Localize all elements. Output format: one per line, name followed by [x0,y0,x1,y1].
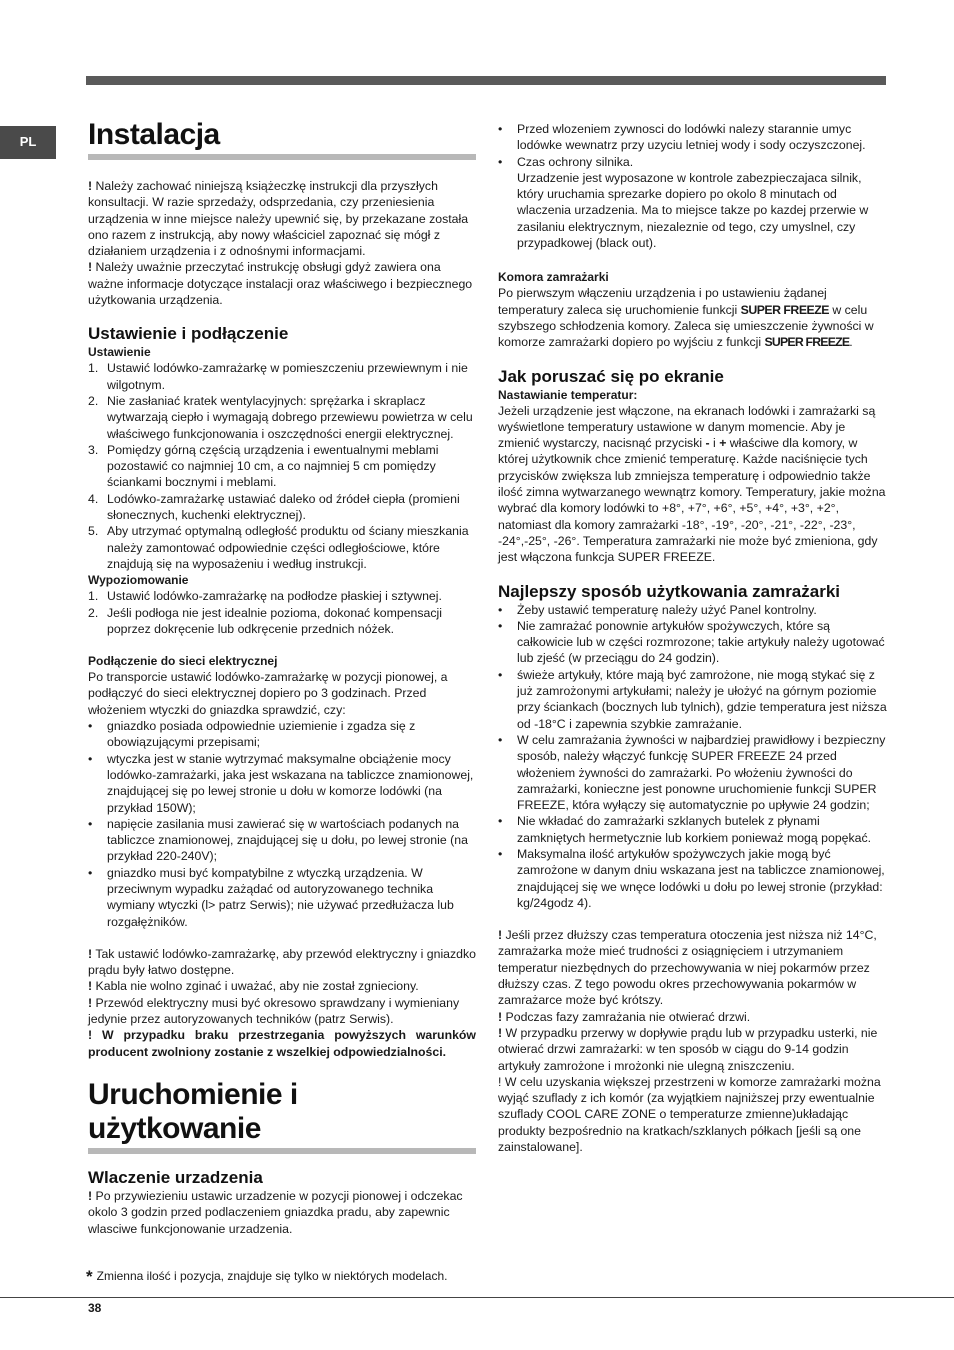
heading-setup: Ustawienie i podłączenie [88,324,289,344]
leveling-list [88,588,476,637]
list-text: gniazdko posiada odpowiednie uziemienie i zgadza się z obowiązującymi przepisami; [107,719,416,750]
warning-mark: ! [498,1009,503,1024]
warning-paragraph [88,995,476,1028]
list-text: Przed wlozeniem zywnosci do lodówki nalezy starannie umyc lodówke wewnatrz przy uzyciu letniej wody i sody oczyszczonej. [517,122,866,153]
page-number: 38 [88,1301,102,1315]
intro-paragraph-2 [88,259,476,308]
prep-list [498,121,888,170]
liability-warning: ! W przypadku braku przestrzegania powyższych warunków producent zwolniony zostanie z wszelkiej odpowiedzialności. [88,1028,476,1059]
screen-paragraph [498,403,888,566]
heading-screen-navigation: Jak poruszać się po ekranie [498,366,724,386]
note-text: Jeśli przez dłuższy czas temperatura otoczenia jest niższa niż 14°C, zamrażarka może mieć trudności z osiągnięciem i utrzymaniem temperatur niezbędnych do przechowywania w niej pokarmów przez dłuższy czas. Z tego powodu okres przechowywania pokarmów w zamrażarce może być krótszy. [498,928,877,1008]
minus-button-label: - [705,436,710,451]
list-item [88,442,476,491]
freezer-text: w celu szybszego schłodzenia komory. Zaleca się umieszczenie żywności w komorze zamrażarki dopiero po wyjściu z funkcji [498,302,874,350]
list-text: Żeby ustawić temperaturę należy użyć Panel kontrolny. [517,602,817,617]
warning-paragraph [88,978,476,994]
list-number: 1. [88,361,99,376]
bullet: • [498,602,503,617]
left-column [88,118,476,1237]
list-number: 2. [88,393,99,408]
heading-leveling: Wypoziomowanie [88,573,189,588]
warning-mark: ! [88,179,93,193]
bullet: • [498,667,503,682]
electric-intro: Po transporcie ustawić lodówko-zamrażarkę w pozycji pionowej, a podłączyć do sieci elektrycznej dopiero po 3 godzinach. Przed włożeniem wtyczki do gniazdka sprawdzić, czy: [88,670,448,717]
list-item [498,154,888,170]
list-text: Ustawić lodówko-zamrażarkę na podłodze płaskiej i sztywnej. [107,589,442,604]
list-number: 3. [88,442,99,457]
warning-mark: ! [88,260,93,275]
warning-text: Tak ustawić lodówko-zamrażarkę, aby przewód elektryczny i gniazdko prądu były łatwo dostępne. [88,946,476,978]
intro-text-1: Należy zachować niniejszą książeczkę instrukcji dla przyszłych konsultacji. W razie sprzedaży, odsprzedania, czy przeniesienia urządzenia w inne miejsce należy upewnić się, by przekazane została ono razem z instrukcją, aby nowy właściciel zapoznać się mógł z działaniem urządzenia i z odnośnymi informacjami. [88,179,469,259]
switch-on-paragraph [88,1188,476,1237]
language-tab: PL [0,126,56,159]
freezer-text: Po pierwszym włączeniu urządzenia i po ustawieniu żądanej temperatury zaleca się uruchomienie funkcji [498,286,827,317]
list-number: 5. [88,524,99,539]
list-text: Maksymalna ilość artykułów spożywczych jakie mogą być zamrożone w danym dniu wskazana jest na tabliczce znamionowej, znajdującej się we wnęce lodówki u dołu po lewej stronie (przykład: kg/24godz 4). [517,846,885,910]
list-text: Jeśli podłoga nie jest idealnie pozioma, dokonać kompensacji poprzez dokręcenie lub odkręcenie przednich nóżek. [107,605,442,636]
intro-paragraph-1 [88,178,476,259]
warning-text: Przewód elektryczny musi być okresowo sprawdzany i wymieniany jedynie przez autoryzowanych techników (patrz Serwis). [88,995,460,1027]
bullet: • [88,719,93,734]
list-item [498,121,888,154]
screen-text: Jeżeli urządzenie jest włączone, na ekranach lodówki i zamrażarki są wyświetlone temperatury ustawione w danym momencie. Aby je zmienić wystarczy, nacisnąć przyciski [498,403,876,451]
heading-freezer: Komora zamrażarki [498,270,609,285]
electric-list [88,718,476,930]
list-text: W celu zamrażania żywności w najbardziej prawidłowy i bezpieczny sposób, należy włączyć funkcję SUPER FREEZE 24 przed włożeniem żywności do zamrażarki. Po włożeniu żywności do zamrażarki, konieczne jest ponowne uruchomienie funkcji SUPER FREEZE, która wyłączy się automatycznie po upływie 24 godzin; [517,732,886,813]
bullet: • [498,814,503,829]
list-text: Nie wkładać do zamrażarki szklanych butelek z płynami zamkniętych hermetycznie lub korkiem ponieważ mogą popękać. [517,814,872,845]
freezer-text: . [849,335,853,350]
heading-best-use: Najlepszy sposób użytkowania zamrażarki [498,581,841,601]
list-item [88,491,476,524]
list-text: Pomiędzy górną częścią urządzenia i ewentualnymi meblami pozostawić co najmniej 10 cm, a co najmniej 5 cm pomiędzy ściankami bocznymi i meblami. [107,442,439,490]
note-text: W przypadku przerwy w dopływie prądu lub w przypadku usterki, nie otwierać drzwi zamrażarki: w ten sposób w ciągu do 9-14 godzin artykuły zamrożone i mrożonki nie ulegną zniszczeniu. [498,1025,878,1073]
bullet: • [498,732,503,747]
list-item [498,813,888,846]
best-use-list [498,602,888,912]
note-paragraph [498,1009,888,1025]
list-text: Aby utrzymać optymalną odległość produktu od ściany mieszkania należy zamontować odpowiednie części odległościowe, które znajdują się na wyposażeniu i według instrukcji. [107,524,469,571]
note-paragraph [498,1025,888,1074]
plus-button-label: + [719,436,727,451]
list-item [88,751,476,816]
list-text: gniazdko musi być kompatybilne z wtyczką urządzenia. W przeciwnym wypadku zażądać od autoryzowanego technika wymiany wtyczki (l> patrz Serwis); nie używać przedłużacza lub rozgałężników. [107,865,454,929]
note-paragraph [498,927,888,1008]
list-number: 2. [88,605,99,620]
bullet: • [88,865,93,880]
list-text: świeże artykuły, które mają być zamrożone, nie mogą stykać się z już zamrożonymi artykułami; należy je ułożyć na górnym poziomie przy ściankach (bocznych lub tylnich), gdzie temperatura jest niższa od -18°C i zapewnia szybkie zamrażanie. [517,667,887,731]
freezer-paragraph [498,285,888,350]
warning-text: Kabla nie wolno zginać i uważać, aby nie został zgnieciony. [95,979,419,994]
placement-list [88,360,476,572]
footer-rule [0,1297,954,1298]
note-paragraph: ! W celu uzyskania większej przestrzeni w komorze zamrażarki można wyjąć szuflady z ich komór (za wyjątkiem najniższej przy ewentualnie szuflady COOL CARE ZONE o temperaturze zmienne)układając produkty bezpośrednio na kratkach/szklanych półkach [jeśli są one zainstalowane]. [498,1074,881,1155]
switch-on-text: Po przywiezieniu ustawic urzadzenie w pozycji pionowej i odczekac okolo 3 godzin przed podlaczeniem gniazdka pradu, aby zapewnic wlasciwe funkcjonowanie urzadzenia. [88,1188,463,1236]
list-text: napięcie zasilania musi zawierać się w wartościach podanych na tabliczce znamionowej, znajdującej się u dołu, po lewej stronie (na przykład 220-240V); [107,816,468,864]
list-item [498,602,888,618]
list-item [498,846,888,911]
section-title-startup: Uruchomienie i użytkowanie [88,1078,476,1154]
heading-set-temperature: Nastawianie temperatur: [498,387,638,402]
header-rule [86,76,886,85]
warning-mark: ! [88,946,93,961]
section-title-installation: Instalacja [88,118,476,160]
right-column [498,121,888,1155]
list-item [88,605,476,638]
list-item [88,718,476,751]
warning-mark: ! [88,979,93,994]
heading-placement: Ustawienie [88,345,151,360]
asterisk: * [86,1267,93,1286]
heading-switch-on: Wlaczenie urzadzenia [88,1167,263,1187]
list-item [88,865,476,930]
list-item [88,816,476,865]
bullet: • [498,618,503,633]
list-text: Lodówko-zamrażarkę ustawiać daleko od źródeł ciepła (promieni słonecznych, kuchenki elektrycznej). [107,491,460,523]
list-text: Nie zamrażać ponownie artykułów spożywczych, które są całkowicie lub w części rozmrozone; takie artykuły należy ugotować lub zjeść (w przeciągu do 24 godzin). [517,618,885,666]
bullet: • [498,122,503,136]
list-text: Ustawić lodówko-zamrażarkę w pomieszczeniu przewiewnym i nie wilgotnym. [107,361,468,392]
list-item [88,393,476,442]
warning-mark: ! [498,928,503,943]
warning-mark: ! [88,995,93,1010]
warning-paragraph [88,946,476,979]
screen-text: właściwe dla komory, w której użytkownik chce zmienić temperaturę. Każde naciśnięcie tych przycisków zwiększa lub zmniejsza temperaturę i odpowiednio także ilość zimna wytwarzanego wewnątrz komory. Temperatury, jakie można wybrać dla komory lodówki to +8°, +7°, +6°, +5°, +4°, +3°, +2°, natomiast dla komory zamrażarki -18°, -19°, -20°, -21°, -22°, -23°, -24°,-25°, -26°. Temperatura zamrażarki nie może być zmieniona, gdy jest włączona funkcja SUPER FREEZE. [498,436,886,565]
screen-text: i [709,436,720,451]
note-text: Podczas fazy zamrażania nie otwierać drzwi. [505,1009,751,1024]
heading-electric: Podłączenie do sieci elektrycznej [88,654,278,669]
footnote [86,1268,447,1285]
list-number: 4. [88,491,99,506]
bullet: • [88,816,93,831]
list-item [88,588,476,604]
warning-mark: ! [88,1188,93,1203]
list-text: Nie zasłaniać kratek wentylacyjnych: sprężarka i skraplacz wytwarzają ciepło i wymagają dobrego przewiewu powietrza w celu właściwego funkcjonowania i oszczędności energii elektrycznej. [107,393,473,441]
list-item [88,360,476,393]
intro-text-2: Należy uważnie przeczytać instrukcję obsługi gdyż zawiera ona ważne informacje dotyczące instalacji oraz właściwego i bezpiecznego użytkowania urządzenia. [88,260,473,308]
warning-mark: ! [498,1025,503,1040]
list-text: Czas ochrony silnika. [517,154,634,169]
motor-protection-text: Urzadzenie jest wyposazone w kontrole zabezpieczajaca silnik, który uruchamia sprezarke dopiero po okolo 8 minutach od wlaczenia urzadzenia. Ma to miejsce takze po kazdej przerwie w zasilaniu elektrycznym, niezaleznie od tego, czy umyslnel, czy przypadkowej (black out). [517,170,869,251]
list-text: wtyczka jest w stanie wytrzymać maksymalne obciążenie mocy lodówko-zamrażarki, jaka jest wskazana na tabliczce znamionowej, znajdującej się po lewej stronie u dołu w komorze lodówki (na przykład 150W); [107,751,474,815]
bullet: • [498,846,503,861]
list-item [498,618,888,667]
list-number: 1. [88,589,99,604]
list-item [498,732,888,813]
footnote-text: Zmienna ilość i pozycja, znajduje się tylko w niektórych modelach. [96,1269,448,1283]
bullet: • [498,154,503,169]
bullet: • [88,751,93,766]
list-item [88,523,476,572]
super-freeze-label: SUPER FREEZE [764,335,850,350]
super-freeze-label: SUPER FREEZE [740,302,829,317]
list-item [498,667,888,732]
